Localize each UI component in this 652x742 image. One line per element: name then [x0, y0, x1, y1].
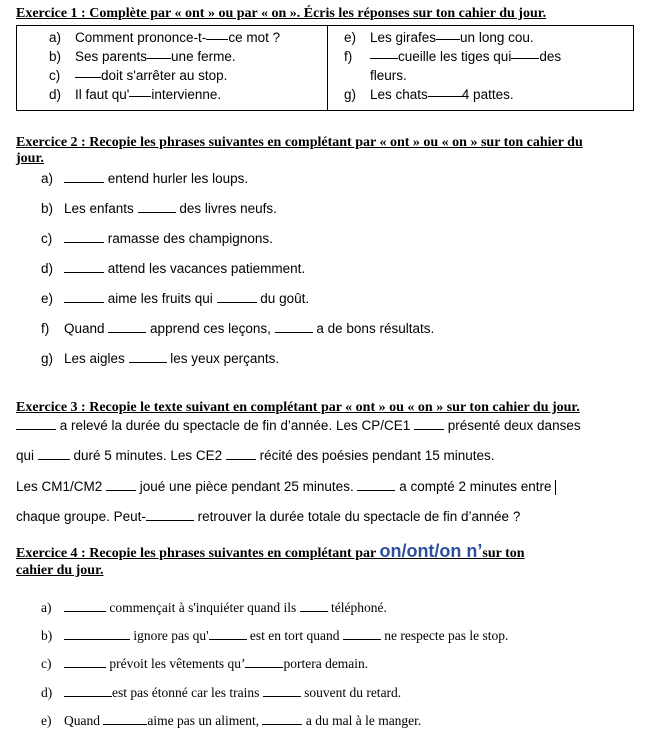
- blank: [343, 628, 381, 640]
- blank: [64, 600, 106, 612]
- ex2-item-b: b) Les enfants des livres neufs.: [41, 201, 277, 216]
- blank: [138, 201, 176, 213]
- blank: [106, 479, 136, 491]
- blank: [428, 85, 462, 97]
- ex4-title-highlight: on/ont/on n’: [379, 541, 483, 561]
- ex1-right-cell: [328, 26, 634, 111]
- ex1-item-c: c) doit s'arrêter au stop.: [49, 68, 228, 83]
- blank: [64, 685, 112, 697]
- ex2-title-cont: jour.: [16, 151, 44, 166]
- ex2-item-c: c) ramasse des champignons.: [41, 231, 273, 246]
- ex2-item-a: a) entend hurler les loups.: [41, 171, 249, 186]
- blank: [16, 418, 56, 430]
- ex2-item-f: f) Quand apprend ces leçons, a de bons résultats.: [41, 321, 435, 336]
- blank: [38, 448, 70, 460]
- ex1-table: [16, 25, 634, 111]
- ex2-title: Exercice 2 : Recopie les phrases suivantes en complétant par « ont » ou « on » sur ton cahier du: [16, 135, 583, 150]
- blank: [64, 291, 104, 303]
- ex3-line-1: a relevé la durée du spectacle de fin d’année. Les CP/CE1 présenté deux danses: [16, 418, 581, 434]
- ex2-item-e: e) aime les fruits qui du goût.: [41, 291, 310, 306]
- ex4-item-e: e) Quand aime pas un aliment, a du mal à le manger.: [41, 713, 422, 728]
- ex1-item-a: a) Comment prononce-t- ce mot ?: [49, 30, 281, 45]
- ex4-item-b: b) ignore pas qu' est en tort quand ne respecte pas le stop.: [41, 628, 509, 643]
- ex1-item-d: d) Il faut qu' intervienne.: [49, 87, 222, 102]
- ex1-item-f-cont: fleurs.: [370, 68, 407, 83]
- ex3-line-4: chaque groupe. Peut- retrouver la durée totale du spectacle de fin d’année ?: [16, 509, 521, 524]
- blank: [103, 713, 147, 725]
- blank: [300, 600, 328, 612]
- blank: [226, 448, 256, 460]
- blank: [209, 628, 247, 640]
- ex3-line-2: qui duré 5 minutes. Les CE2 récité des poésies pendant 15 minutes.: [16, 448, 495, 463]
- blank: [262, 713, 302, 725]
- blank: [129, 85, 151, 97]
- blank: [275, 321, 313, 333]
- blank: [146, 509, 194, 521]
- ex2-item-g: g) Les aigles les yeux perçants.: [41, 351, 280, 366]
- blank: [64, 628, 130, 640]
- blank: [370, 47, 398, 59]
- blank: [75, 66, 101, 78]
- blank: [245, 656, 283, 668]
- ex4-title-cont: cahier du jour.: [16, 563, 104, 578]
- ex3-title: Exercice 3 : Recopie le texte suivant en complétant par « ont » ou « on » sur ton cahier du jour.: [16, 400, 580, 415]
- blank: [108, 321, 146, 333]
- blank: [64, 231, 104, 243]
- ex1-left-cell: [17, 26, 328, 111]
- blank: [129, 351, 167, 363]
- blank: [436, 28, 460, 40]
- ex4-item-d: d) est pas étonné car les trains souvent du retard.: [41, 685, 402, 700]
- ex1-item-b: b) Ses parents une ferme.: [49, 49, 236, 64]
- ex1-item-g: g) Les chats 4 pattes.: [344, 87, 514, 102]
- ex1-item-f: f) cueille les tiges qui des: [344, 49, 562, 64]
- blank: [357, 479, 395, 491]
- blank: [64, 171, 104, 183]
- blank: [64, 261, 104, 273]
- ex2-item-d: d) attend les vacances patiemment.: [41, 261, 306, 276]
- ex4-item-a: a) commençait à s'inquiéter quand ils téléphoné.: [41, 600, 387, 615]
- ex3-line-3: Les CM1/CM2 joué une pièce pendant 25 minutes. a compté 2 minutes entre: [16, 479, 556, 495]
- blank: [217, 291, 257, 303]
- blank: [147, 47, 171, 59]
- ex4-item-c: c) prévoit les vêtements qu’ portera demain.: [41, 656, 369, 671]
- ex1-title: Exercice 1 : Complète par « ont » ou par « on ». Écris les réponses sur ton cahier du jour.: [16, 6, 547, 21]
- ex1-item-e: e) Les girafes un long cou.: [344, 30, 534, 45]
- text-cursor: [555, 480, 556, 495]
- blank: [206, 28, 228, 40]
- blank: [414, 418, 444, 430]
- ex4-title: Exercice 4 : Recopie les phrases suivantes en complétant par on/ont/on n’sur ton: [16, 541, 525, 561]
- blank: [263, 685, 301, 697]
- blank: [511, 47, 539, 59]
- blank: [64, 656, 106, 668]
